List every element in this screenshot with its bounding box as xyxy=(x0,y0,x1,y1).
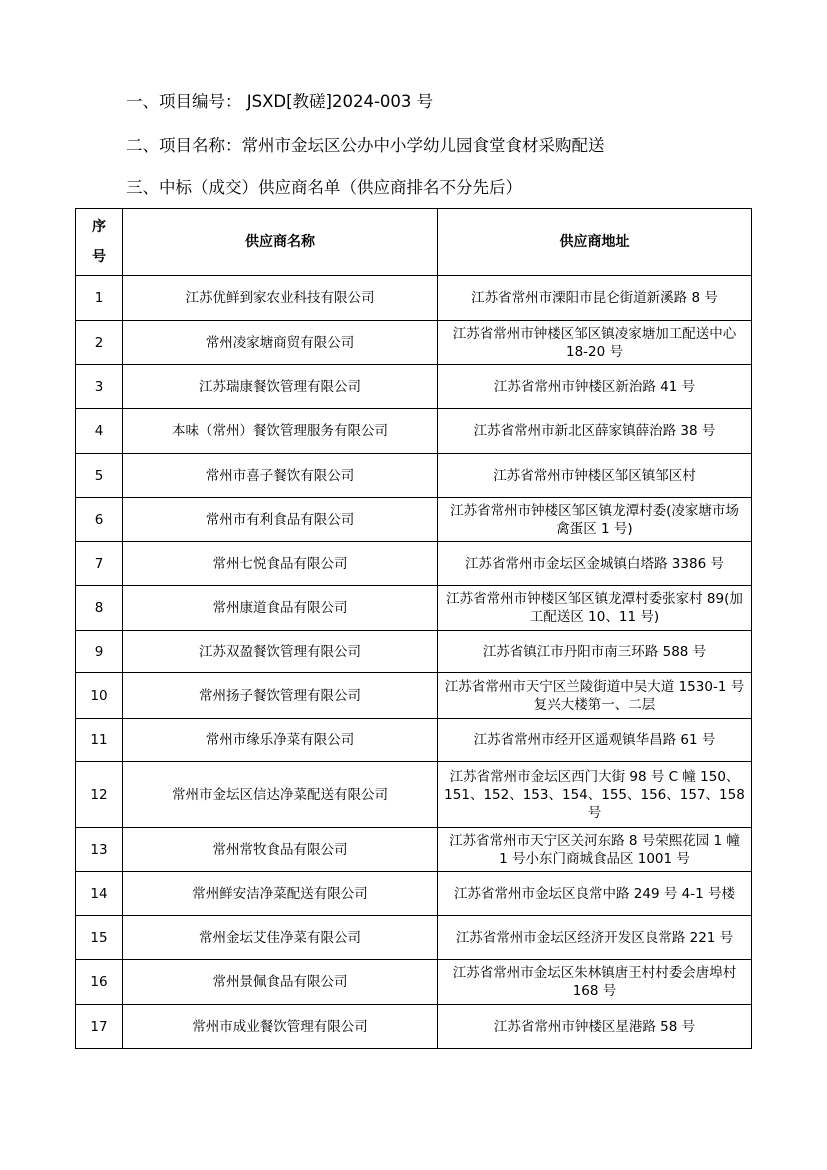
supplier-name-cell: 江苏瑞康餐饮管理有限公司 xyxy=(123,365,438,409)
table-row xyxy=(76,673,752,719)
supplier-name-cell: 江苏优鲜到家农业科技有限公司 xyxy=(123,276,438,321)
supplier-address-cell: 江苏省常州市溧阳市昆仑街道新溪路 8 号 xyxy=(438,276,752,321)
supplier-address-cell: 江苏省常州市钟楼区邹区镇邹区村 xyxy=(438,454,752,498)
table-row xyxy=(76,365,752,409)
table-row xyxy=(76,542,752,586)
table-row xyxy=(76,409,752,454)
row-number-cell: 2 xyxy=(76,321,123,365)
supplier-name-cell: 常州扬子餐饮管理有限公司 xyxy=(123,673,438,719)
project-name-line: 二、项目名称：常州市金坛区公办中小学幼儿园食堂食材采购配送 xyxy=(126,136,605,155)
column-header-number-line2: 号 xyxy=(92,249,106,265)
table-row xyxy=(76,916,752,960)
table-row xyxy=(76,828,752,872)
supplier-address-cell: 江苏省常州市金坛区金城镇白塔路 3386 号 xyxy=(438,542,752,586)
supplier-address-cell: 江苏省常州市钟楼区星港路 58 号 xyxy=(438,1005,752,1049)
supplier-name-cell: 常州七悦食品有限公司 xyxy=(123,542,438,586)
row-number-cell: 13 xyxy=(76,828,123,872)
row-number-cell: 8 xyxy=(76,586,123,631)
supplier-name-cell: 常州市有利食品有限公司 xyxy=(123,498,438,542)
supplier-name-cell: 本味（常州）餐饮管理服务有限公司 xyxy=(123,409,438,454)
row-number-cell: 11 xyxy=(76,719,123,762)
supplier-address-cell: 江苏省常州市金坛区朱林镇唐王村村委会唐埠村 168 号 xyxy=(438,960,752,1005)
supplier-address-cell: 江苏省常州市金坛区经济开发区良常路 221 号 xyxy=(438,916,752,960)
row-number-cell: 9 xyxy=(76,631,123,673)
supplier-address-cell: 江苏省常州市钟楼区邹区镇凌家塘加工配送中心 18-20 号 xyxy=(438,321,752,365)
supplier-address-cell: 江苏省常州市天宁区关河东路 8 号荣熙花园 1 幢 1 号小东门商城食品区 1001 号 xyxy=(438,828,752,872)
table-row xyxy=(76,872,752,916)
supplier-table xyxy=(75,208,752,1049)
table-header-row xyxy=(76,209,752,276)
table-row xyxy=(76,719,752,762)
table-row xyxy=(76,960,752,1005)
supplier-name-cell: 常州景佩食品有限公司 xyxy=(123,960,438,1005)
row-number-cell: 3 xyxy=(76,365,123,409)
row-number-cell: 15 xyxy=(76,916,123,960)
row-number-cell: 10 xyxy=(76,673,123,719)
supplier-address-cell: 江苏省常州市钟楼区邹区镇龙潭村委(凌家塘市场禽蛋区 1 号) xyxy=(438,498,752,542)
row-number-cell: 4 xyxy=(76,409,123,454)
supplier-address-cell: 江苏省常州市新北区薛家镇薛治路 38 号 xyxy=(438,409,752,454)
supplier-address-cell: 江苏省镇江市丹阳市南三环路 588 号 xyxy=(438,631,752,673)
column-header-supplier-address: 供应商地址 xyxy=(438,209,752,276)
supplier-address-cell: 江苏省常州市经开区遥观镇华昌路 61 号 xyxy=(438,719,752,762)
supplier-name-cell: 常州康道食品有限公司 xyxy=(123,586,438,631)
supplier-address-cell: 江苏省常州市天宁区兰陵街道中吴大道 1530-1 号复兴大楼第一、二层 xyxy=(438,673,752,719)
supplier-name-cell: 常州市缘乐净菜有限公司 xyxy=(123,719,438,762)
column-header-number xyxy=(76,209,123,276)
row-number-cell: 7 xyxy=(76,542,123,586)
column-header-supplier-name: 供应商名称 xyxy=(123,209,438,276)
winning-supplier-list-heading: 三、中标（成交）供应商名单（供应商排名不分先后） xyxy=(126,178,522,197)
supplier-address-cell: 江苏省常州市金坛区良常中路 249 号 4-1 号楼 xyxy=(438,872,752,916)
row-number-cell: 16 xyxy=(76,960,123,1005)
supplier-name-cell: 常州凌家塘商贸有限公司 xyxy=(123,321,438,365)
table-row xyxy=(76,276,752,321)
row-number-cell: 5 xyxy=(76,454,123,498)
row-number-cell: 1 xyxy=(76,276,123,321)
supplier-name-cell: 江苏双盈餐饮管理有限公司 xyxy=(123,631,438,673)
supplier-name-cell: 常州市金坛区信达净菜配送有限公司 xyxy=(123,762,438,828)
row-number-cell: 6 xyxy=(76,498,123,542)
supplier-name-cell: 常州鲜安洁净菜配送有限公司 xyxy=(123,872,438,916)
table-row xyxy=(76,762,752,828)
supplier-address-cell: 江苏省常州市金坛区西门大街 98 号 C 幢 150、151、152、153、154、155、156、157、158 号 xyxy=(438,762,752,828)
row-number-cell: 17 xyxy=(76,1005,123,1049)
supplier-name-cell: 常州市成业餐饮管理有限公司 xyxy=(123,1005,438,1049)
column-header-number-line1: 序 xyxy=(92,219,106,235)
row-number-cell: 14 xyxy=(76,872,123,916)
supplier-address-cell: 江苏省常州市钟楼区新治路 41 号 xyxy=(438,365,752,409)
table-row xyxy=(76,631,752,673)
table-row xyxy=(76,454,752,498)
supplier-address-cell: 江苏省常州市钟楼区邹区镇龙潭村委张家村 89(加工配送区 10、11 号) xyxy=(438,586,752,631)
table-row xyxy=(76,1005,752,1049)
project-number-line: 一、项目编号： JSXD[教磋]2024-003 号 xyxy=(126,92,434,111)
table-row xyxy=(76,321,752,365)
supplier-name-cell: 常州市喜子餐饮有限公司 xyxy=(123,454,438,498)
supplier-table-body xyxy=(76,276,752,1049)
supplier-name-cell: 常州常牧食品有限公司 xyxy=(123,828,438,872)
table-row xyxy=(76,586,752,631)
supplier-name-cell: 常州金坛艾佳净菜有限公司 xyxy=(123,916,438,960)
table-row xyxy=(76,498,752,542)
row-number-cell: 12 xyxy=(76,762,123,828)
